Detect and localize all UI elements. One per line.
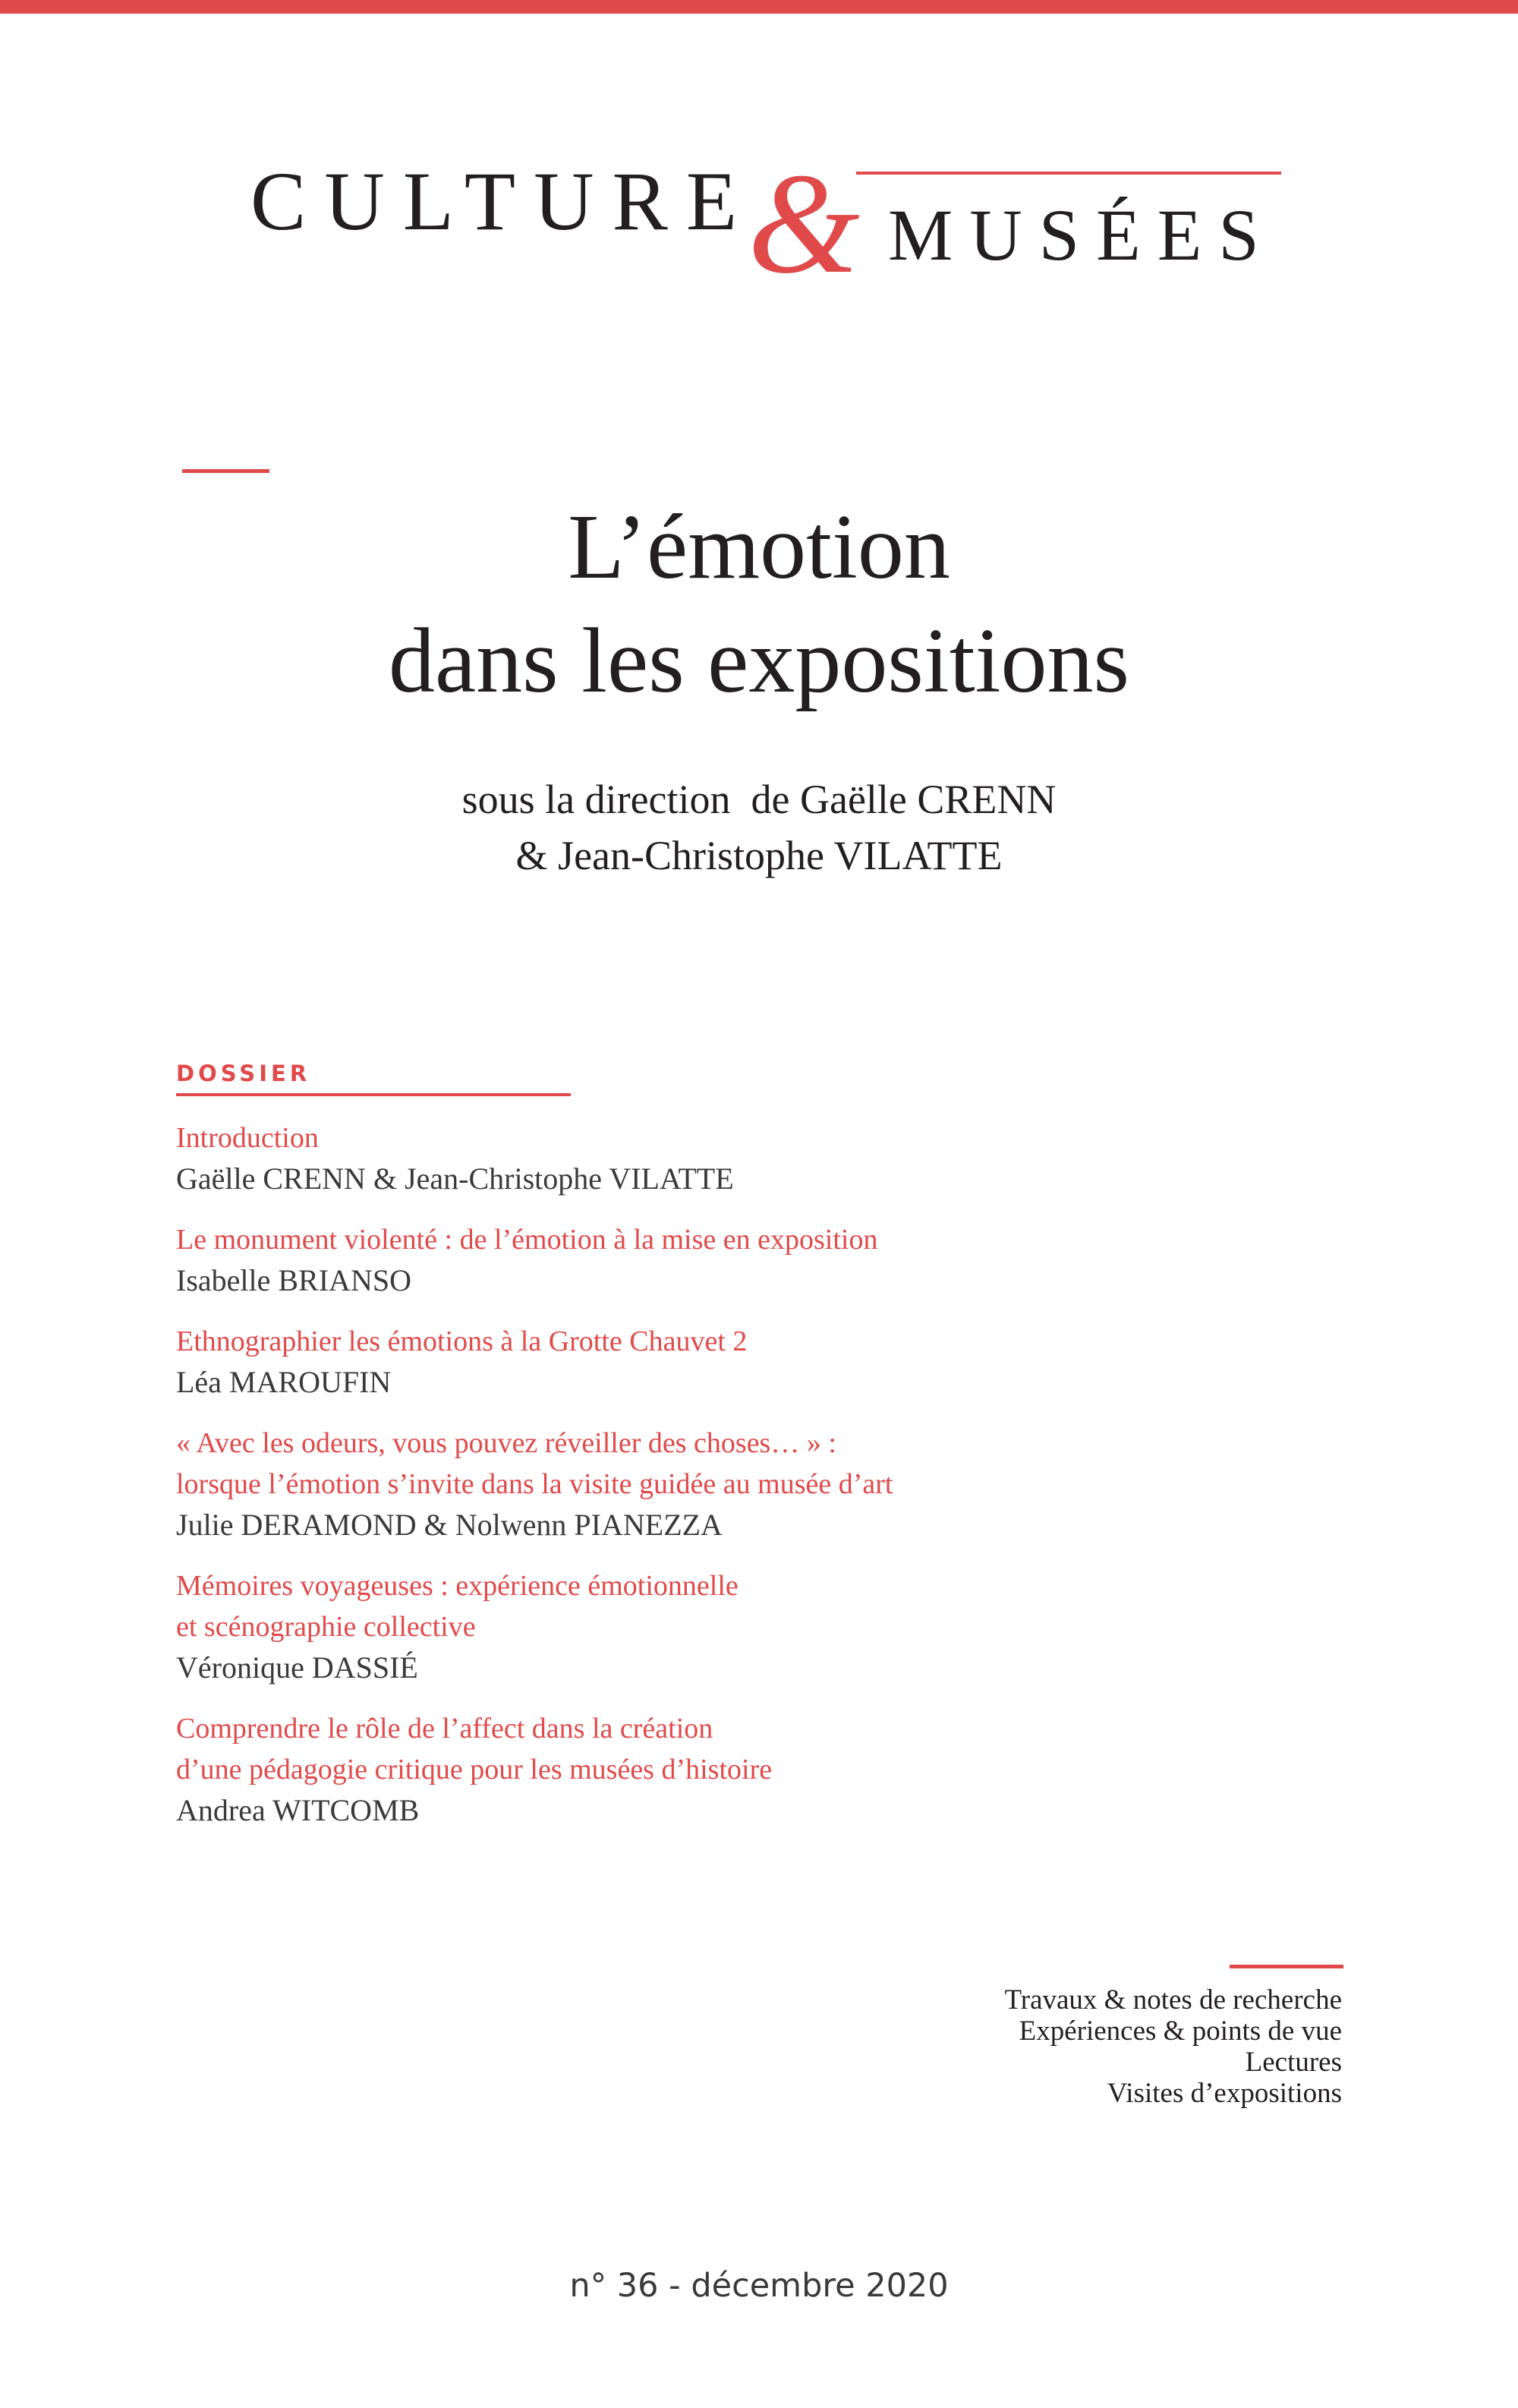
toc-entry-author: Isabelle BRIANSO [176,1263,411,1297]
issue-title-line-1: L’émotion [568,496,950,598]
masthead-musees: MUSÉES [888,194,1276,276]
section-item: Visites d’expositions [1107,2078,1342,2109]
issue-title-line-2: dans les expositions [389,610,1129,712]
masthead-ampersand: & [748,144,860,304]
toc-entry [176,1117,1239,1199]
toc-entry-author: Véronique DASSIÉ [176,1650,418,1685]
editors-line-1: sous la direction de Gaëlle CRENN [461,777,1057,822]
top-accent-bar [0,0,1518,14]
toc-entry-author: Léa MAROUFIN [176,1365,392,1399]
table-of-contents [176,1117,1239,1851]
toc-entry-author: Gaëlle CRENN & Jean-Christophe VILATTE [176,1161,734,1196]
editors-line-2: & Jean-Christophe VILATTE [515,833,1003,878]
issue-number: n° 36 - décembre 2020 [569,2267,949,2305]
section-item: Travaux & notes de recherche [1004,1984,1342,2016]
masthead-culture: CULTURE [250,155,756,247]
toc-entry-title: Le monument violenté : de l’émotion à la mise en exposition [176,1224,878,1256]
toc-entry-title: Ethnographier les émotions à la Grotte Chauvet 2 [176,1325,748,1357]
toc-entry-title: Comprendre le rôle de l’affect dans la création [176,1713,713,1745]
dossier-heading: DOSSIER [176,1061,311,1086]
toc-entry [176,1565,1239,1688]
toc-entry [176,1219,1239,1301]
toc-entry-author: Andrea WITCOMB [176,1793,420,1827]
dossier-rule [176,1093,571,1096]
sections-rule [1230,1965,1343,1968]
toc-entry-title-continued: et scénographie collective [176,1611,476,1643]
toc-entry-title: Mémoires voyageuses : expérience émotionnelle [176,1570,739,1602]
section-item: Lectures [1245,2047,1342,2078]
toc-entry-author: Julie DERAMOND & Nolwenn PIANEZZA [176,1508,723,1542]
toc-entry [176,1423,1239,1546]
section-item: Expériences & points de vue [1019,2016,1342,2047]
toc-entry-title: Introduction [176,1122,319,1154]
masthead-rule [856,172,1281,175]
toc-entry [176,1708,1239,1831]
title-accent-rule [182,469,269,473]
toc-entry-title: « Avec les odeurs, vous pouvez réveiller des choses… » : [176,1427,836,1459]
sections-list [1004,1984,1342,2109]
toc-entry-title-continued: lorsque l’émotion s’invite dans la visite guidée au musée d’art [176,1468,893,1500]
toc-entry-title-continued: d’une pédagogie critique pour les musées d’histoire [176,1754,773,1786]
toc-entry [176,1321,1239,1403]
